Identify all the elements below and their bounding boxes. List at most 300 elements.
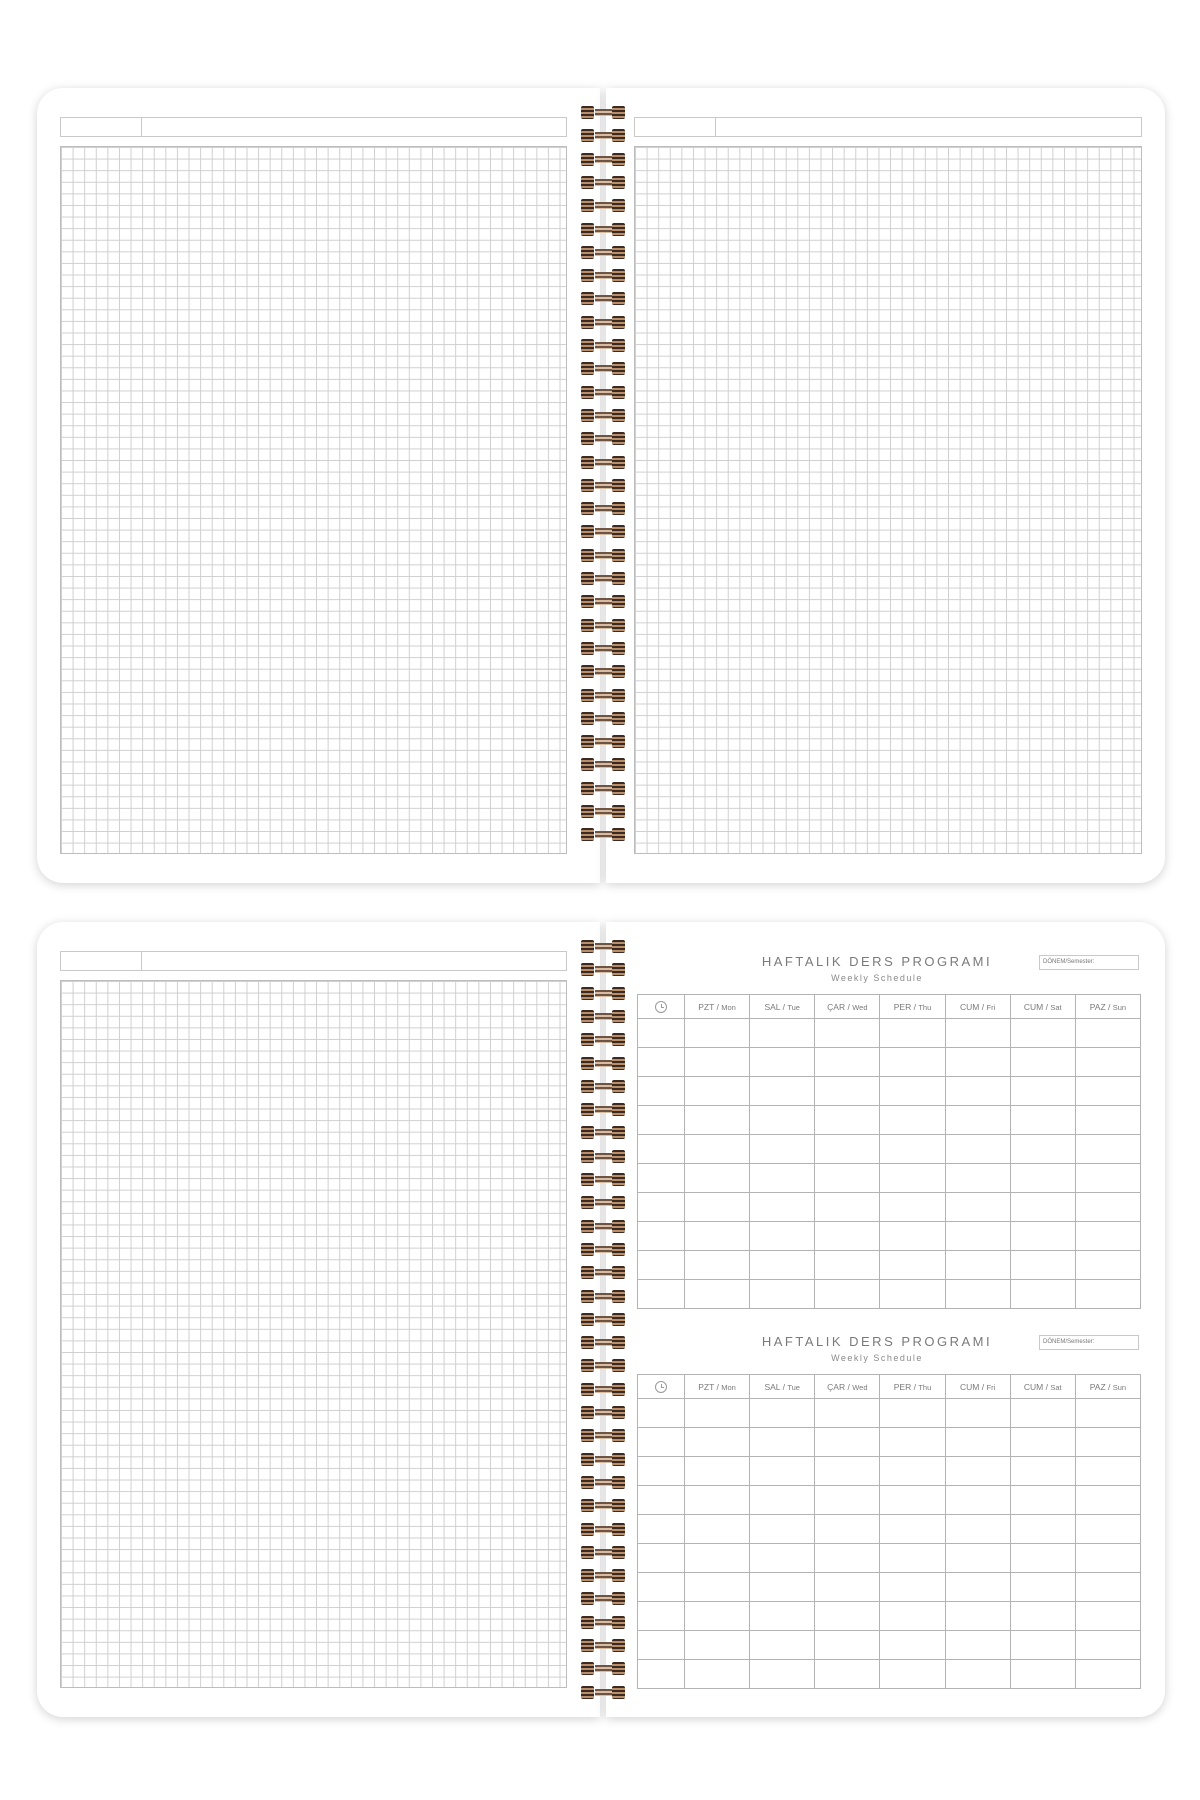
schedule-subtitle: Weekly Schedule <box>831 973 923 983</box>
schedule-cell[interactable] <box>685 1428 750 1457</box>
spiral-ring <box>579 782 627 795</box>
time-cell[interactable] <box>638 1077 685 1106</box>
bottom-left-page <box>37 922 600 1717</box>
schedule-cell[interactable] <box>1075 1280 1140 1309</box>
spiral-ring <box>579 1592 627 1605</box>
schedule-cell[interactable] <box>815 1106 880 1135</box>
spiral-ring <box>579 1080 627 1093</box>
day-label-en: Sat <box>1050 1002 1062 1012</box>
day-label-en: Sun <box>1112 1002 1127 1012</box>
schedule-row <box>638 1544 1141 1573</box>
day-label-tr: CUM <box>960 1381 980 1392</box>
spiral-ring <box>579 199 627 212</box>
schedule-cell[interactable] <box>880 1222 945 1251</box>
spiral-ring <box>579 1383 627 1396</box>
schedule-cell[interactable] <box>815 1164 880 1193</box>
schedule-cell[interactable] <box>750 1106 815 1135</box>
day-label-en: Mon <box>721 1382 736 1392</box>
schedule-cell[interactable] <box>880 1602 945 1631</box>
schedule-cell[interactable] <box>685 1222 750 1251</box>
day-column-header: SAL / Tue <box>750 1375 815 1399</box>
spiral-ring <box>579 758 627 771</box>
schedule-cell[interactable] <box>945 1280 1010 1309</box>
schedule-cell[interactable] <box>750 1048 815 1077</box>
spiral-binding <box>579 940 627 1700</box>
spiral-ring <box>579 1686 627 1699</box>
spiral-ring <box>579 362 627 375</box>
schedule-cell[interactable] <box>1075 1515 1140 1544</box>
day-label-en: Thu <box>918 1382 932 1392</box>
schedule-cell[interactable] <box>1010 1399 1075 1428</box>
schedule-cell[interactable] <box>1010 1486 1075 1515</box>
bottom-right-page <box>606 922 1165 1717</box>
schedule-cell[interactable] <box>685 1602 750 1631</box>
schedule-title: HAFTALIK DERS PROGRAMI <box>761 1334 993 1349</box>
schedule-cell[interactable] <box>750 1019 815 1048</box>
time-cell[interactable] <box>638 1573 685 1602</box>
weekly-schedule-2 <box>637 1334 1141 1674</box>
schedule-cell[interactable] <box>750 1399 815 1428</box>
schedule-cell[interactable] <box>1010 1631 1075 1660</box>
schedule-cell[interactable] <box>880 1573 945 1602</box>
schedule-row <box>638 1019 1141 1048</box>
spiral-ring <box>579 223 627 236</box>
day-column-header: CUM / Sat <box>1010 1375 1075 1399</box>
schedule-cell[interactable] <box>880 1251 945 1280</box>
schedule-row <box>638 1048 1141 1077</box>
schedule-cell[interactable] <box>750 1457 815 1486</box>
spiral-binding <box>579 106 627 836</box>
day-label-en: Mon <box>721 1002 736 1012</box>
schedule-cell[interactable] <box>750 1251 815 1280</box>
schedule-cell[interactable] <box>750 1573 815 1602</box>
schedule-cell[interactable] <box>1010 1573 1075 1602</box>
schedule-cell[interactable] <box>750 1280 815 1309</box>
spiral-ring <box>579 1126 627 1139</box>
schedule-cell[interactable] <box>1075 1106 1140 1135</box>
spiral-ring <box>579 549 627 562</box>
time-cell[interactable] <box>638 1399 685 1428</box>
schedule-cell[interactable] <box>750 1544 815 1573</box>
schedule-cell[interactable] <box>750 1193 815 1222</box>
spiral-ring <box>579 940 627 953</box>
schedule-cell[interactable] <box>685 1019 750 1048</box>
schedule-row <box>638 1106 1141 1135</box>
time-cell[interactable] <box>638 1019 685 1048</box>
time-cell[interactable] <box>638 1544 685 1573</box>
schedule-cell[interactable] <box>880 1106 945 1135</box>
spiral-ring <box>579 1406 627 1419</box>
spiral-ring <box>579 176 627 189</box>
time-cell[interactable] <box>638 1486 685 1515</box>
schedule-cell[interactable] <box>945 1631 1010 1660</box>
schedule-cell[interactable] <box>750 1135 815 1164</box>
spiral-ring <box>579 987 627 1000</box>
day-label-tr: CUM <box>960 1001 980 1012</box>
schedule-cell[interactable] <box>1010 1544 1075 1573</box>
schedule-cell[interactable] <box>1075 1660 1140 1689</box>
top-right-page <box>606 88 1165 883</box>
semester-field[interactable]: DÖNEM/Semester: <box>1039 1335 1139 1350</box>
day-column-header: PER / Thu <box>880 1375 945 1399</box>
spiral-ring <box>579 339 627 352</box>
top-spread <box>0 88 1200 883</box>
spiral-ring <box>579 246 627 259</box>
schedule-cell[interactable] <box>815 1631 880 1660</box>
schedule-cell[interactable] <box>880 1631 945 1660</box>
day-label-tr: CUM <box>1023 1001 1044 1012</box>
day-label-en: Thu <box>918 1002 932 1012</box>
schedule-cell[interactable] <box>880 1457 945 1486</box>
schedule-cell[interactable] <box>750 1428 815 1457</box>
clock-icon <box>655 1381 667 1393</box>
spiral-ring <box>579 432 627 445</box>
schedule-cell[interactable] <box>1010 1222 1075 1251</box>
schedule-cell[interactable] <box>880 1048 945 1077</box>
spiral-ring <box>579 1616 627 1629</box>
time-cell[interactable] <box>638 1428 685 1457</box>
schedule-cell[interactable] <box>685 1077 750 1106</box>
day-column-header: ÇAR / Wed <box>815 1375 880 1399</box>
spiral-ring <box>579 316 627 329</box>
time-cell[interactable] <box>638 1660 685 1689</box>
schedule-cell[interactable] <box>815 1486 880 1515</box>
schedule-cell[interactable] <box>1075 1602 1140 1631</box>
spiral-ring <box>579 386 627 399</box>
schedule-cell[interactable] <box>880 1019 945 1048</box>
schedule-cell[interactable] <box>685 1280 750 1309</box>
day-label-en: Wed <box>852 1002 868 1012</box>
schedule-cell[interactable] <box>815 1660 880 1689</box>
schedule-cell[interactable] <box>945 1222 1010 1251</box>
spiral-ring <box>579 1173 627 1186</box>
schedule-cell[interactable] <box>1010 1280 1075 1309</box>
schedule-cell[interactable] <box>1075 1077 1140 1106</box>
schedule-cell[interactable] <box>945 1399 1010 1428</box>
schedule-row <box>638 1660 1141 1689</box>
schedule-cell[interactable] <box>685 1457 750 1486</box>
schedule-row <box>638 1486 1141 1515</box>
schedule-cell[interactable] <box>945 1457 1010 1486</box>
schedule-cell[interactable] <box>750 1164 815 1193</box>
schedule-cell[interactable] <box>1010 1077 1075 1106</box>
schedule-cell[interactable] <box>1010 1135 1075 1164</box>
schedule-cell[interactable] <box>945 1048 1010 1077</box>
schedule-cell[interactable] <box>880 1428 945 1457</box>
day-label-en: Tue <box>787 1002 800 1012</box>
time-cell[interactable] <box>638 1048 685 1077</box>
day-label-tr: ÇAR <box>827 1001 846 1012</box>
schedule-cell[interactable] <box>1010 1106 1075 1135</box>
schedule-row <box>638 1077 1141 1106</box>
schedule-cell[interactable] <box>815 1077 880 1106</box>
day-column-header: ÇAR / Wed <box>815 995 880 1019</box>
schedule-row <box>638 1193 1141 1222</box>
schedule-cell[interactable] <box>1010 1457 1075 1486</box>
schedule-cell[interactable] <box>880 1135 945 1164</box>
schedule-cell[interactable] <box>880 1164 945 1193</box>
schedule-cell[interactable] <box>1075 1048 1140 1077</box>
spiral-ring <box>579 572 627 585</box>
schedule-cell[interactable] <box>1010 1515 1075 1544</box>
time-cell[interactable] <box>638 1631 685 1660</box>
time-cell[interactable] <box>638 1280 685 1309</box>
day-label-tr: PER <box>893 1381 912 1392</box>
schedule-cell[interactable] <box>880 1280 945 1309</box>
schedule-cell[interactable] <box>750 1077 815 1106</box>
grid-area <box>634 146 1142 854</box>
schedule-cell[interactable] <box>945 1660 1010 1689</box>
schedule-cell[interactable] <box>880 1515 945 1544</box>
schedule-cell[interactable] <box>815 1428 880 1457</box>
day-label-tr: PER <box>893 1001 912 1012</box>
schedule-cell[interactable] <box>685 1660 750 1689</box>
day-label-en: Sun <box>1112 1382 1127 1392</box>
schedule-cell[interactable] <box>1010 1251 1075 1280</box>
spiral-ring <box>579 642 627 655</box>
spiral-ring <box>579 1103 627 1116</box>
spiral-ring <box>579 963 627 976</box>
time-cell[interactable] <box>638 1106 685 1135</box>
schedule-title: HAFTALIK DERS PROGRAMI <box>761 954 993 969</box>
semester-field[interactable]: DÖNEM/Semester: <box>1039 955 1139 970</box>
schedule-cell[interactable] <box>685 1048 750 1077</box>
day-column-header: PER / Thu <box>880 995 945 1019</box>
page-header-box[interactable] <box>634 117 1142 137</box>
schedule-cell[interactable] <box>1075 1573 1140 1602</box>
schedule-cell[interactable] <box>1010 1019 1075 1048</box>
spiral-ring <box>579 1476 627 1489</box>
schedule-cell[interactable] <box>815 1048 880 1077</box>
schedule-row <box>638 1573 1141 1602</box>
grid-area <box>60 980 567 1688</box>
schedule-cell[interactable] <box>685 1251 750 1280</box>
schedule-table <box>637 1374 1141 1689</box>
schedule-cell[interactable] <box>1010 1193 1075 1222</box>
day-label-tr: SAL <box>764 1381 781 1392</box>
time-cell[interactable] <box>638 1193 685 1222</box>
schedule-cell[interactable] <box>750 1602 815 1631</box>
schedule-row <box>638 1399 1141 1428</box>
spiral-ring <box>579 502 627 515</box>
schedule-cell[interactable] <box>685 1631 750 1660</box>
schedule-cell[interactable] <box>750 1486 815 1515</box>
schedule-cell[interactable] <box>945 1193 1010 1222</box>
schedule-table <box>637 994 1141 1309</box>
time-cell[interactable] <box>638 1135 685 1164</box>
spiral-ring <box>579 1010 627 1023</box>
schedule-cell[interactable] <box>880 1660 945 1689</box>
spiral-ring <box>579 1429 627 1442</box>
schedule-cell[interactable] <box>815 1222 880 1251</box>
spiral-ring <box>579 1523 627 1536</box>
schedule-cell[interactable] <box>685 1486 750 1515</box>
spiral-ring <box>579 1499 627 1512</box>
schedule-cell[interactable] <box>815 1251 880 1280</box>
schedule-cell[interactable] <box>1075 1399 1140 1428</box>
day-label-en: Fri <box>986 1382 996 1392</box>
schedule-cell[interactable] <box>945 1106 1010 1135</box>
schedule-cell[interactable] <box>1075 1222 1140 1251</box>
schedule-cell[interactable] <box>880 1486 945 1515</box>
schedule-cell[interactable] <box>1010 1428 1075 1457</box>
schedule-cell[interactable] <box>880 1193 945 1222</box>
spiral-ring <box>579 1546 627 1559</box>
schedule-cell[interactable] <box>685 1573 750 1602</box>
day-label-tr: PZT <box>698 1001 715 1012</box>
spiral-ring <box>579 1057 627 1070</box>
spiral-ring <box>579 1243 627 1256</box>
schedule-cell[interactable] <box>1075 1164 1140 1193</box>
spiral-ring <box>579 1313 627 1326</box>
page-header-box[interactable] <box>60 951 567 971</box>
spiral-ring <box>579 1569 627 1582</box>
time-column-header <box>638 1375 685 1399</box>
schedule-cell[interactable] <box>815 1135 880 1164</box>
schedule-cell[interactable] <box>1075 1631 1140 1660</box>
schedule-cell[interactable] <box>815 1193 880 1222</box>
time-column-header <box>638 995 685 1019</box>
schedule-row <box>638 1222 1141 1251</box>
schedule-cell[interactable] <box>750 1515 815 1544</box>
day-column-header: PZT / Mon <box>685 995 750 1019</box>
day-label-tr: PAZ <box>1089 1001 1106 1012</box>
schedule-cell[interactable] <box>945 1077 1010 1106</box>
schedule-cell[interactable] <box>685 1193 750 1222</box>
grid-area <box>60 146 567 854</box>
day-column-header: CUM / Sat <box>1010 995 1075 1019</box>
spiral-ring <box>579 153 627 166</box>
schedule-cell[interactable] <box>1010 1164 1075 1193</box>
spiral-ring <box>579 1290 627 1303</box>
spiral-ring <box>579 129 627 142</box>
schedule-cell[interactable] <box>815 1573 880 1602</box>
schedule-cell[interactable] <box>945 1164 1010 1193</box>
schedule-cell[interactable] <box>815 1399 880 1428</box>
schedule-row <box>638 1602 1141 1631</box>
spiral-ring <box>579 1662 627 1675</box>
spiral-ring <box>579 479 627 492</box>
time-cell[interactable] <box>638 1251 685 1280</box>
schedule-cell[interactable] <box>750 1631 815 1660</box>
schedule-cell[interactable] <box>685 1544 750 1573</box>
spiral-ring <box>579 595 627 608</box>
schedule-cell[interactable] <box>685 1164 750 1193</box>
time-cell[interactable] <box>638 1515 685 1544</box>
day-column-header: PAZ / Sun <box>1075 1375 1140 1399</box>
schedule-cell[interactable] <box>685 1135 750 1164</box>
schedule-cell[interactable] <box>945 1428 1010 1457</box>
schedule-cell[interactable] <box>815 1602 880 1631</box>
spiral-ring <box>579 805 627 818</box>
day-label-tr: PZT <box>698 1381 715 1392</box>
schedule-cell[interactable] <box>880 1077 945 1106</box>
time-cell[interactable] <box>638 1164 685 1193</box>
schedule-cell[interactable] <box>1075 1135 1140 1164</box>
schedule-cell[interactable] <box>1075 1544 1140 1573</box>
schedule-cell[interactable] <box>815 1515 880 1544</box>
top-left-page <box>37 88 600 883</box>
schedule-cell[interactable] <box>1075 1019 1140 1048</box>
schedule-cell[interactable] <box>880 1544 945 1573</box>
spiral-ring <box>579 1033 627 1046</box>
spiral-ring <box>579 1150 627 1163</box>
clock-icon <box>655 1001 667 1013</box>
schedule-cell[interactable] <box>945 1251 1010 1280</box>
spiral-ring <box>579 1453 627 1466</box>
schedule-cell[interactable] <box>880 1399 945 1428</box>
day-label-en: Fri <box>986 1002 996 1012</box>
schedule-row <box>638 1135 1141 1164</box>
schedule-cell[interactable] <box>1010 1660 1075 1689</box>
spiral-ring <box>579 1196 627 1209</box>
weekly-schedule-1 <box>637 954 1141 1294</box>
schedule-cell[interactable] <box>815 1457 880 1486</box>
schedule-cell[interactable] <box>685 1106 750 1135</box>
day-column-header: PAZ / Sun <box>1075 995 1140 1019</box>
spiral-ring <box>579 1639 627 1652</box>
spiral-ring <box>579 106 627 119</box>
schedule-cell[interactable] <box>945 1486 1010 1515</box>
schedule-subtitle: Weekly Schedule <box>831 1353 923 1363</box>
schedule-cell[interactable] <box>815 1280 880 1309</box>
day-label-tr: ÇAR <box>827 1381 846 1392</box>
schedule-cell[interactable] <box>1075 1428 1140 1457</box>
schedule-cell[interactable] <box>685 1399 750 1428</box>
schedule-cell[interactable] <box>1075 1251 1140 1280</box>
schedule-cell[interactable] <box>750 1660 815 1689</box>
schedule-cell[interactable] <box>815 1019 880 1048</box>
schedule-cell[interactable] <box>945 1019 1010 1048</box>
day-column-header: CUM / Fri <box>945 995 1010 1019</box>
schedule-row <box>638 1631 1141 1660</box>
schedule-cell[interactable] <box>1075 1457 1140 1486</box>
day-label-en: Tue <box>787 1382 800 1392</box>
spiral-ring <box>579 456 627 469</box>
schedule-row <box>638 1428 1141 1457</box>
schedule-cell[interactable] <box>945 1515 1010 1544</box>
spiral-ring <box>579 735 627 748</box>
spiral-ring <box>579 525 627 538</box>
schedule-cell[interactable] <box>945 1544 1010 1573</box>
spiral-ring <box>579 665 627 678</box>
schedule-cell[interactable] <box>945 1602 1010 1631</box>
time-cell[interactable] <box>638 1457 685 1486</box>
day-label-tr: CUM <box>1023 1381 1044 1392</box>
schedule-cell[interactable] <box>1075 1193 1140 1222</box>
schedule-row <box>638 1164 1141 1193</box>
schedule-cell[interactable] <box>685 1515 750 1544</box>
schedule-cell[interactable] <box>1075 1486 1140 1515</box>
day-label-tr: PAZ <box>1089 1381 1106 1392</box>
spiral-ring <box>579 1266 627 1279</box>
time-cell[interactable] <box>638 1222 685 1251</box>
schedule-cell[interactable] <box>945 1573 1010 1602</box>
schedule-cell[interactable] <box>1010 1048 1075 1077</box>
schedule-cell[interactable] <box>945 1135 1010 1164</box>
time-cell[interactable] <box>638 1602 685 1631</box>
day-label-en: Wed <box>852 1382 868 1392</box>
schedule-cell[interactable] <box>815 1544 880 1573</box>
schedule-cell[interactable] <box>1010 1602 1075 1631</box>
page-header-box[interactable] <box>60 117 567 137</box>
schedule-row <box>638 1280 1141 1309</box>
schedule-cell[interactable] <box>750 1222 815 1251</box>
day-column-header: CUM / Fri <box>945 1375 1010 1399</box>
spiral-ring <box>579 1220 627 1233</box>
spiral-ring <box>579 269 627 282</box>
day-column-header: SAL / Tue <box>750 995 815 1019</box>
